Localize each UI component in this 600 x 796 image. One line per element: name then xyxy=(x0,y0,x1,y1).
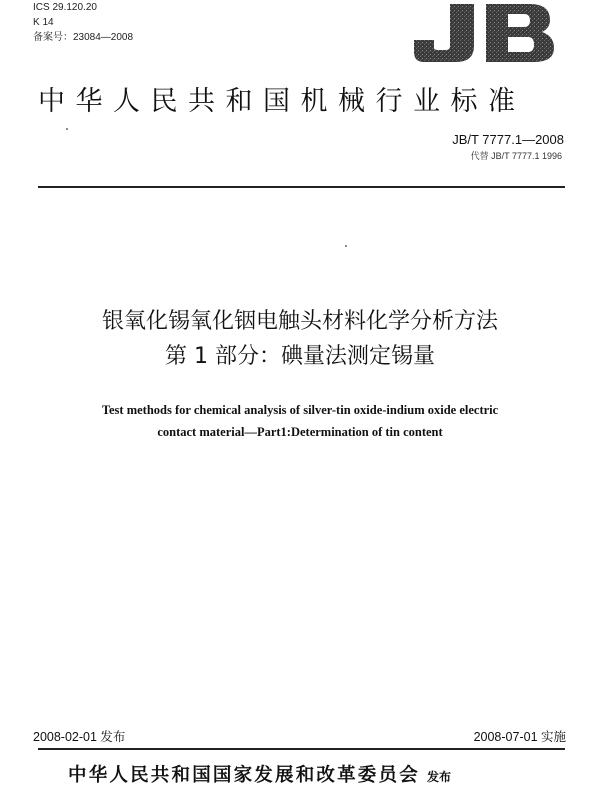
title-zh-line2: 第 1 部分：碘量法测定锡量 xyxy=(165,344,435,369)
replaces-standard: 代替 JB/T 7777.1 1996 xyxy=(470,151,562,161)
title-en-line2: contact material—Part1:Determination of tin content xyxy=(157,425,443,439)
scan-speck xyxy=(345,245,347,247)
standard-number: JB/T 7777.1—2008 xyxy=(452,132,564,147)
jb-logo xyxy=(410,2,558,64)
ccs-code: K 14 xyxy=(33,17,54,28)
title-zh-line1: 银氧化锡氧化铟电触头材料化学分析方法 xyxy=(101,309,498,334)
footer-divider xyxy=(38,748,565,750)
scan-speck xyxy=(66,128,68,130)
ics-code: ICS 29.120.20 xyxy=(33,2,97,13)
title-en-line1: Test methods for chemical analysis of silver-tin oxide-indium oxide electric xyxy=(101,403,499,417)
standard-category-title: 中华人民共和国机械行业标准 xyxy=(38,86,526,117)
issue-date: 2008-02-01 发布 xyxy=(33,730,126,744)
header-divider xyxy=(38,186,565,188)
issuer-name: 中华人民共和国国家发展和改革委员会 xyxy=(68,765,420,786)
implementation-date: 2008-07-01 实施 xyxy=(473,730,566,744)
filing-number: 备案号：23084—2008 xyxy=(33,32,134,43)
issuer-suffix: 发布 xyxy=(427,770,452,784)
issuer xyxy=(68,763,568,790)
